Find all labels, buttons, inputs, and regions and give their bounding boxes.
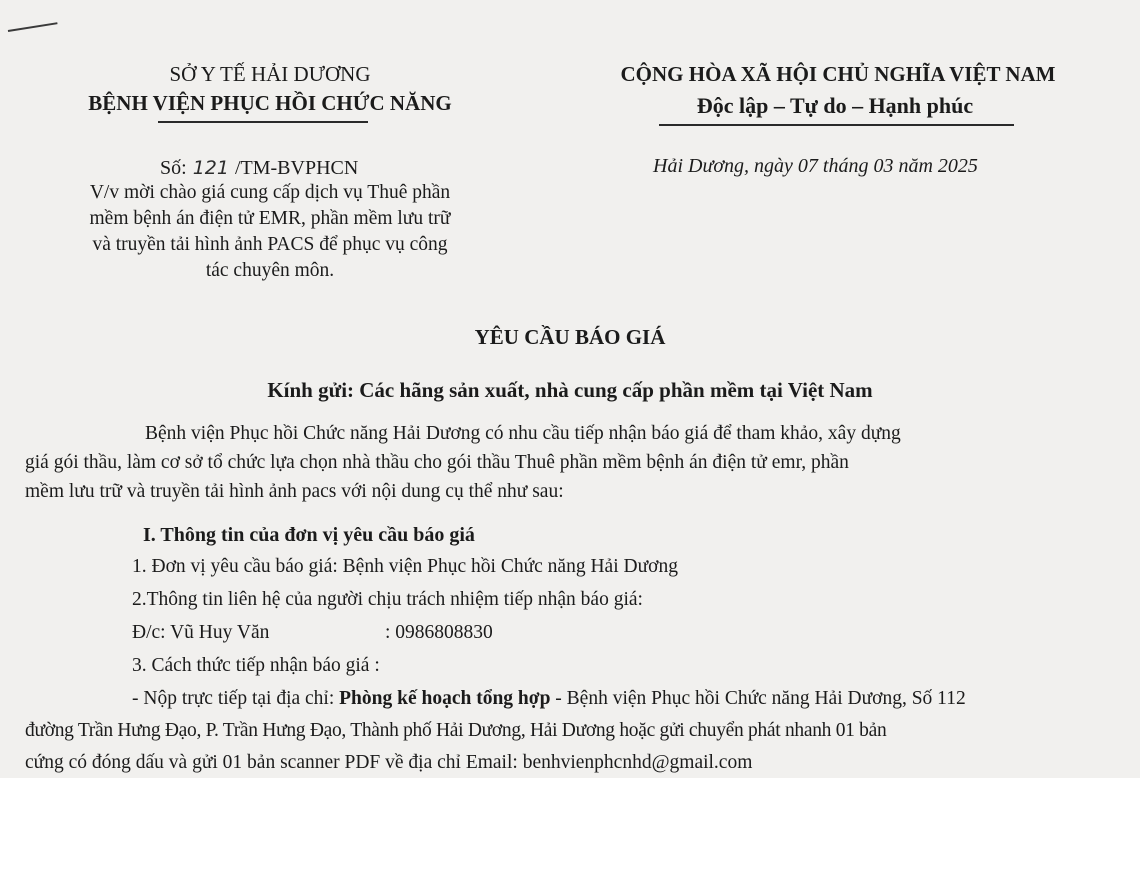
hospital-name: BỆNH VIỆN PHỤC HỒI CHỨC NĂNG [88, 91, 452, 115]
submission-department: Phòng kế hoạch tổng hợp [339, 688, 551, 709]
doc-number-suffix: /TM-BVPHCN [234, 157, 359, 179]
place-date: Hải Dương, ngày 07 tháng 03 năm 2025 [653, 155, 978, 177]
national-motto: Độc lập – Tự do – Hạnh phúc [696, 93, 974, 118]
document-number [160, 157, 358, 180]
recipient-line: Kính gửi: Các hãng sản xuất, nhà cung cấp phần mềm tại Việt Nam [267, 378, 873, 402]
section-heading: I. Thông tin của đơn vị yêu cầu báo giá [143, 524, 475, 546]
doc-number-prefix: Số: [160, 157, 187, 179]
motto-underline [659, 124, 1014, 126]
pen-mark [8, 22, 58, 32]
submission-rest: - Bệnh viện Phục hồi Chức năng Hải Dương, Số 112 [550, 688, 966, 709]
nation-name: CỘNG HÒA XÃ HỘI CHỦ NGHĨA VIỆT NAM [620, 62, 1056, 86]
submission-line-1 [132, 688, 966, 710]
section-item-3: 3. Cách thức tiếp nhận báo giá : [132, 655, 380, 676]
submission-line-2: đường Trần Hưng Đạo, P. Trần Hưng Đạo, Thành phố Hải Dương, Hải Dương hoặc gửi chuyển phát nhanh 01 bản [25, 720, 887, 741]
intro-line: Bệnh viện Phục hồi Chức năng Hải Dương có nhu cầu tiếp nhận báo giá để tham khảo, xây dựng [145, 423, 901, 444]
hospital-underline [158, 121, 368, 123]
subject-line: V/v mời chào giá cung cấp dịch vụ Thuê phần [89, 182, 451, 203]
doc-number-handwritten: 121 [192, 157, 229, 179]
subject-line: mềm bệnh án điện tử EMR, phần mềm lưu trữ [89, 208, 451, 229]
submission-prefix: - Nộp trực tiếp tại địa chỉ: [132, 688, 340, 709]
intro-line: giá gói thầu, làm cơ sở tổ chức lựa chọn nhà thầu cho gói thầu Thuê phần mềm bệnh án điện tử emr, phần [25, 452, 849, 473]
intro-line: mềm lưu trữ và truyền tải hình ảnh pacs với nội dung cụ thể như sau: [25, 481, 564, 502]
section-item-1: 1. Đơn vị yêu cầu báo giá: Bệnh viện Phục hồi Chức năng Hải Dương [132, 556, 678, 577]
subject-line: và truyền tải hình ảnh PACS để phục vụ công [92, 234, 448, 255]
contact-phone: : 0986808830 [385, 622, 493, 643]
authority-name: SỞ Y TẾ HẢI DƯƠNG [169, 62, 371, 86]
subject-line: tác chuyên môn. [205, 260, 335, 281]
contact-name: Đ/c: Vũ Huy Văn [132, 622, 270, 643]
section-item-2: 2.Thông tin liên hệ của người chịu trách nhiệm tiếp nhận báo giá: [132, 589, 643, 610]
document-title: YÊU CẦU BÁO GIÁ [474, 325, 666, 349]
submission-line-3: cứng có đóng dấu và gửi 01 bản scanner PDF về địa chỉ Email: benhvienphcnhd@gmail.com [25, 752, 753, 773]
